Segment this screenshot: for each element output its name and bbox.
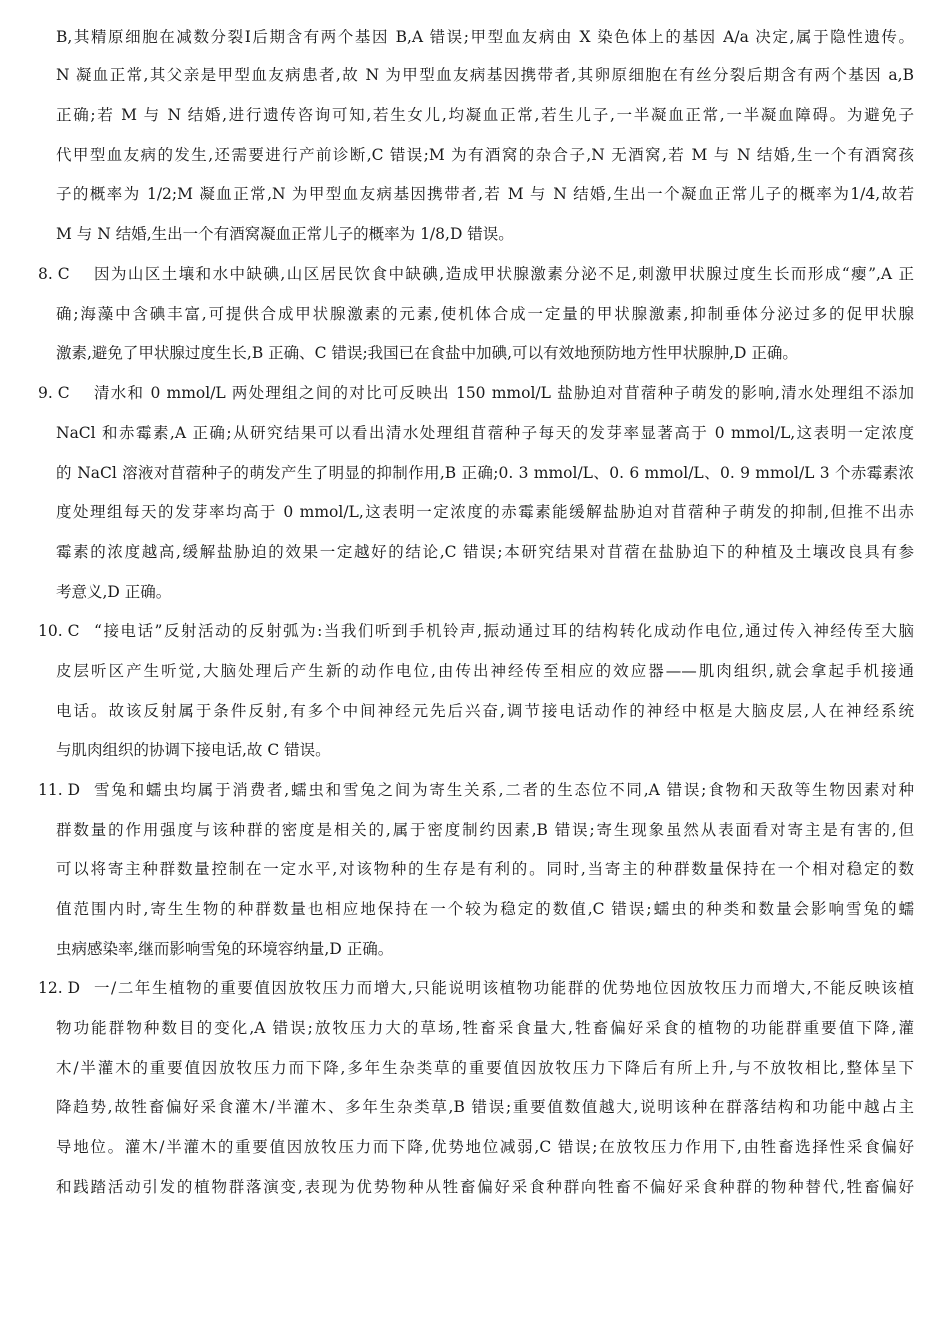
text-line: 降趋势,故牲畜偏好采食灌木/半灌木、多年生杂类草,B 错误;重要值数值越大,说明该种在群落结构和功能中越占主 bbox=[56, 1098, 914, 1116]
question-number: 10. C bbox=[38, 622, 80, 640]
question-number: 12. D bbox=[38, 979, 81, 997]
text-line: 清水和 0 mmol/L 两处理组之间的对比可反映出 150 mmol/L 盐胁迫对苜蓿种子萌发的影响,清水处理组不添加 bbox=[94, 384, 914, 402]
text-line: 群数量的作用强度与该种群的密度是相关的,属于密度制约因素,B 错误;寄生现象虽然从表面看对寄主是有害的,但 bbox=[56, 821, 914, 839]
text-line: 皮层听区产生听觉,大脑处理后产生新的动作电位,由传出神经传至相应的效应器——肌肉组织,就会拿起手机接通 bbox=[56, 662, 914, 680]
text-line: M 与 N 结婚,生出一个有酒窝凝血正常儿子的概率为 1/8,D 错误。 bbox=[56, 225, 514, 243]
text-line: 和践踏活动引发的植物群落演变,表现为优势物种从牲畜偏好采食种群向牲畜不偏好采食种群的物种替代,牲畜偏好 bbox=[56, 1178, 914, 1196]
text-line: 因为山区土壤和水中缺碘,山区居民饮食中缺碘,造成甲状腺激素分泌不足,刺激甲状腺过度生长而形成“瘿”,A 正 bbox=[94, 265, 914, 283]
text-line: 代甲型血友病的发生,还需要进行产前诊断,C 错误;M 为有酒窝的杂合子,N 无酒窝,若 M 与 N 结婚,生一个有酒窝孩 bbox=[56, 146, 914, 164]
text-line: B,其精原细胞在减数分裂Ⅰ后期含有两个基因 B,A 错误;甲型血友病由 X 染色体上的基因 A/a 决定,属于隐性遗传。 bbox=[56, 28, 914, 46]
text-line: 电话。故该反射属于条件反射,有多个中间神经元先后兴奋,调节接电话动作的神经中枢是大脑皮层,人在神经系统 bbox=[56, 702, 914, 720]
question-number: 9. C bbox=[38, 384, 70, 402]
text-line: 正确;若 M 与 N 结婚,进行遗传咨询可知,若生女儿,均凝血正常,若生儿子,一半凝血正常,一半凝血障碍。为避免子 bbox=[56, 106, 914, 124]
text-line: 与肌肉组织的协调下接电话,故 C 错误。 bbox=[56, 741, 331, 759]
text-line: 霉素的浓度越高,缓解盐胁迫的效果一定越好的结论,C 错误;本研究结果对苜蓿在盐胁迫下的种植及土壤改良具有参 bbox=[56, 543, 914, 561]
text-line: 激素,避免了甲状腺过度生长,B 正确、C 错误;我国已在食盐中加碘,可以有效地预防地方性甲状腺肿,D 正确。 bbox=[56, 344, 798, 362]
text-line: 确;海藻中含碘丰富,可提供合成甲状腺激素的元素,使机体合成一定量的甲状腺激素,抑制垂体分泌过多的促甲状腺 bbox=[56, 305, 914, 323]
text-line: 木/半灌木的重要值因放牧压力而下降,多年生杂类草的重要值因放牧压力下降后有所上升,与不放牧相比,整体呈下 bbox=[56, 1059, 914, 1077]
text-line: 导地位。灌木/半灌木的重要值因放牧压力而下降,优势地位减弱,C 错误;在放牧压力作用下,由牲畜选择性采食偏好 bbox=[56, 1138, 914, 1156]
text-line: 值范围内时,寄生生物的种群数量也相应地保持在一个较为稳定的数值,C 错误;蠕虫的种类和数量会影响雪兔的蠕 bbox=[56, 900, 914, 918]
text-line: 可以将寄主种群数量控制在一定水平,对该物种的生存是有利的。同时,当寄主的种群数量保持在一个相对稳定的数 bbox=[56, 860, 914, 878]
text-line: 虫病感染率,继而影响雪兔的环境容纳量,D 正确。 bbox=[56, 940, 394, 958]
question-number: 11. D bbox=[38, 781, 81, 799]
question-number: 8. C bbox=[38, 265, 70, 283]
text-line: N 凝血正常,其父亲是甲型血友病患者,故 N 为甲型血友病基因携带者,其卵原细胞在有丝分裂后期含有两个基因 a,B bbox=[56, 66, 914, 84]
text-line: 一/二年生植物的重要值因放牧压力而增大,只能说明该植物功能群的优势地位因放牧压力而增大,不能反映该植 bbox=[94, 979, 914, 997]
text-line: 考意义,D 正确。 bbox=[56, 583, 172, 601]
text-line: 的 NaCl 溶液对苜蓿种子的萌发产生了明显的抑制作用,B 正确;0. 3 mmol/L、0. 6 mmol/L、0. 9 mmol/L 3 个赤霉素浓 bbox=[56, 464, 914, 482]
text-line: 雪兔和蠕虫均属于消费者,蠕虫和雪兔之间为寄生关系,二者的生态位不同,A 错误;食物和天敌等生物因素对种 bbox=[94, 781, 914, 799]
text-line: 子的概率为 1/2;M 凝血正常,N 为甲型血友病基因携带者,若 M 与 N 结婚,生出一个凝血正常儿子的概率为1/4,故若 bbox=[56, 185, 914, 203]
text-line: 度处理组每天的发芽率均高于 0 mmol/L,这表明一定浓度的赤霉素能缓解盐胁迫对苜蓿种子萌发的抑制,但推不出赤 bbox=[56, 503, 914, 521]
text-line: NaCl 和赤霉素,A 正确;从研究结果可以看出清水处理组苜蓿种子每天的发芽率显著高于 0 mmol/L,这表明一定浓度 bbox=[56, 424, 914, 442]
text-line: 物功能群物种数目的变化,A 错误;放牧压力大的草场,牲畜采食量大,牲畜偏好采食的植物的功能群重要值下降,灌 bbox=[56, 1019, 914, 1037]
text-line: “接电话”反射活动的反射弧为:当我们听到手机铃声,振动通过耳的结构转化成动作电位,通过传入神经传至大脑 bbox=[94, 622, 914, 640]
